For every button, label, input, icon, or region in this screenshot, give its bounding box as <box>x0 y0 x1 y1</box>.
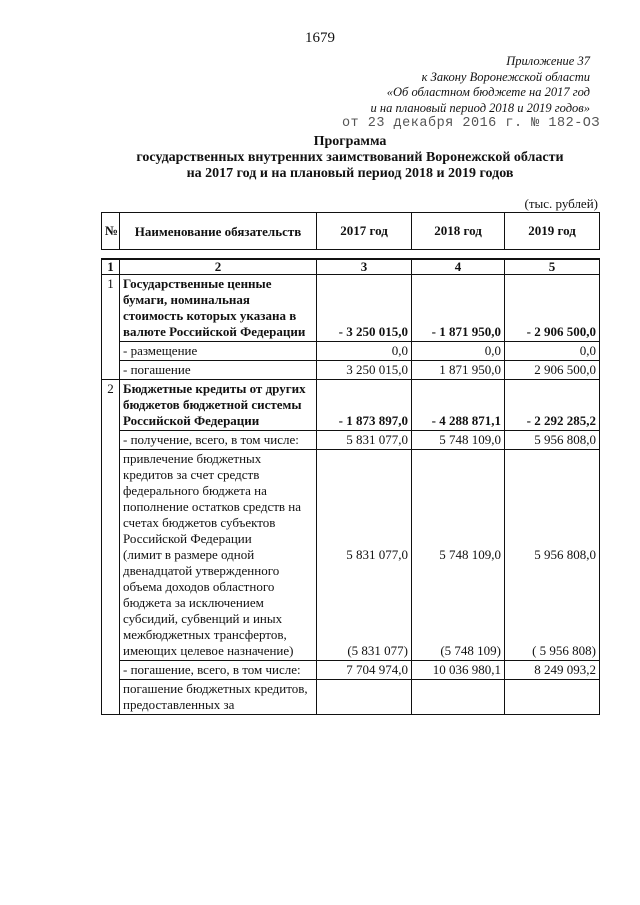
row-label: погашение бюджетных кредитов, предоставленных за <box>120 680 317 715</box>
appendix-line: и на плановый период 2018 и 2019 годов» <box>370 100 590 115</box>
appendix-line: к Закону Воронежской области <box>421 69 590 84</box>
date-stamp: от 23 декабря 2016 г. № 182-ОЗ <box>341 116 600 131</box>
header-spacer <box>102 250 600 260</box>
value-2019 <box>505 450 600 661</box>
column-number: 5 <box>505 259 600 275</box>
header-no: № <box>102 213 120 250</box>
row-label: - получение, всего, в том числе: <box>120 431 317 450</box>
value-2017 <box>317 450 412 661</box>
title-line: Программа <box>313 134 387 149</box>
value-2018: 0,0 <box>412 342 505 361</box>
title-line: на 2017 год и на плановый период 2018 и 2019 годов <box>186 166 514 181</box>
title-line: государственных внутренних заимствований Воронежской области <box>136 150 564 165</box>
value-2018 <box>412 680 505 715</box>
table-row <box>102 380 600 431</box>
attraction-value: 5 831 077,0 <box>346 547 408 562</box>
limit-value: (5 748 109) <box>440 643 501 658</box>
value-2017: 3 250 015,0 <box>317 361 412 380</box>
value-2018 <box>412 450 505 661</box>
value-2019: 5 956 808,0 <box>505 431 600 450</box>
value-2019: - 2 292 285,2 <box>505 380 600 431</box>
value-2018: - 4 288 871,1 <box>412 380 505 431</box>
value-2019: 8 249 093,2 <box>505 661 600 680</box>
column-number-row <box>102 259 600 275</box>
table-header-row <box>102 213 600 250</box>
table-row <box>102 361 600 380</box>
value-2017: 0,0 <box>317 342 412 361</box>
column-number: 2 <box>120 259 317 275</box>
appendix-line: Приложение 37 <box>506 54 590 68</box>
borrowing-table <box>101 212 600 715</box>
value-2018: 5 748 109,0 <box>412 431 505 450</box>
row-index: 1 <box>102 275 120 380</box>
value-2019: 0,0 <box>505 342 600 361</box>
header-2017: 2017 год <box>317 213 412 250</box>
row-label: - размещение <box>120 342 317 361</box>
table-row <box>102 661 600 680</box>
row-index: 2 <box>102 380 120 715</box>
header-2019: 2019 год <box>505 213 600 250</box>
value-2017 <box>317 680 412 715</box>
value-2017: 5 831 077,0 <box>317 431 412 450</box>
table-row <box>102 431 600 450</box>
table-row <box>102 275 600 342</box>
page-number: 1679 <box>305 30 335 46</box>
value-2018: 1 871 950,0 <box>412 361 505 380</box>
value-2018: 10 036 980,1 <box>412 661 505 680</box>
column-number: 4 <box>412 259 505 275</box>
appendix-line: «Об областном бюджете на 2017 год <box>386 85 590 99</box>
value-2017: - 1 873 897,0 <box>317 380 412 431</box>
limit-text: (лимит в размере одной двенадцатой утвержденного объема доходов областного бюджета за исключением субсидий, субвенций и иных межбюджетных трансфертов, имеющих целевое назначение) <box>123 547 294 658</box>
attraction-text: привлечение бюджетных кредитов за счет средств федерального бюджета на пополнение остатков средств на счетах бюджетов субъектов Российской Федерации <box>123 451 302 546</box>
document-title <box>100 134 600 182</box>
table-row <box>102 680 600 715</box>
column-number: 1 <box>102 259 120 275</box>
row-label <box>120 450 317 661</box>
header-name: Наименование обязательств <box>120 213 317 250</box>
header-2018: 2018 год <box>412 213 505 250</box>
limit-value: ( 5 956 808) <box>532 643 596 658</box>
limit-value: (5 831 077) <box>347 643 408 658</box>
row-label: - погашение <box>120 361 317 380</box>
section-title: Бюджетные кредиты от других бюджетов бюджетной системы Российской Федерации <box>120 380 317 431</box>
table-row <box>102 342 600 361</box>
section-title: Государственные ценные бумаги, номинальная стоимость которых указана в валюте Российской Федерации <box>120 275 317 342</box>
table-row <box>102 450 600 661</box>
value-2018: - 1 871 950,0 <box>412 275 505 342</box>
value-2017: - 3 250 015,0 <box>317 275 412 342</box>
column-number: 3 <box>317 259 412 275</box>
value-2019: 2 906 500,0 <box>505 361 600 380</box>
units-label: (тыс. рублей) <box>524 196 598 211</box>
attraction-value: 5 748 109,0 <box>439 547 501 562</box>
row-label: - погашение, всего, в том числе: <box>120 661 317 680</box>
attraction-value: 5 956 808,0 <box>534 547 596 562</box>
value-2019 <box>505 680 600 715</box>
appendix-note <box>371 54 590 116</box>
value-2017: 7 704 974,0 <box>317 661 412 680</box>
value-2019: - 2 906 500,0 <box>505 275 600 342</box>
